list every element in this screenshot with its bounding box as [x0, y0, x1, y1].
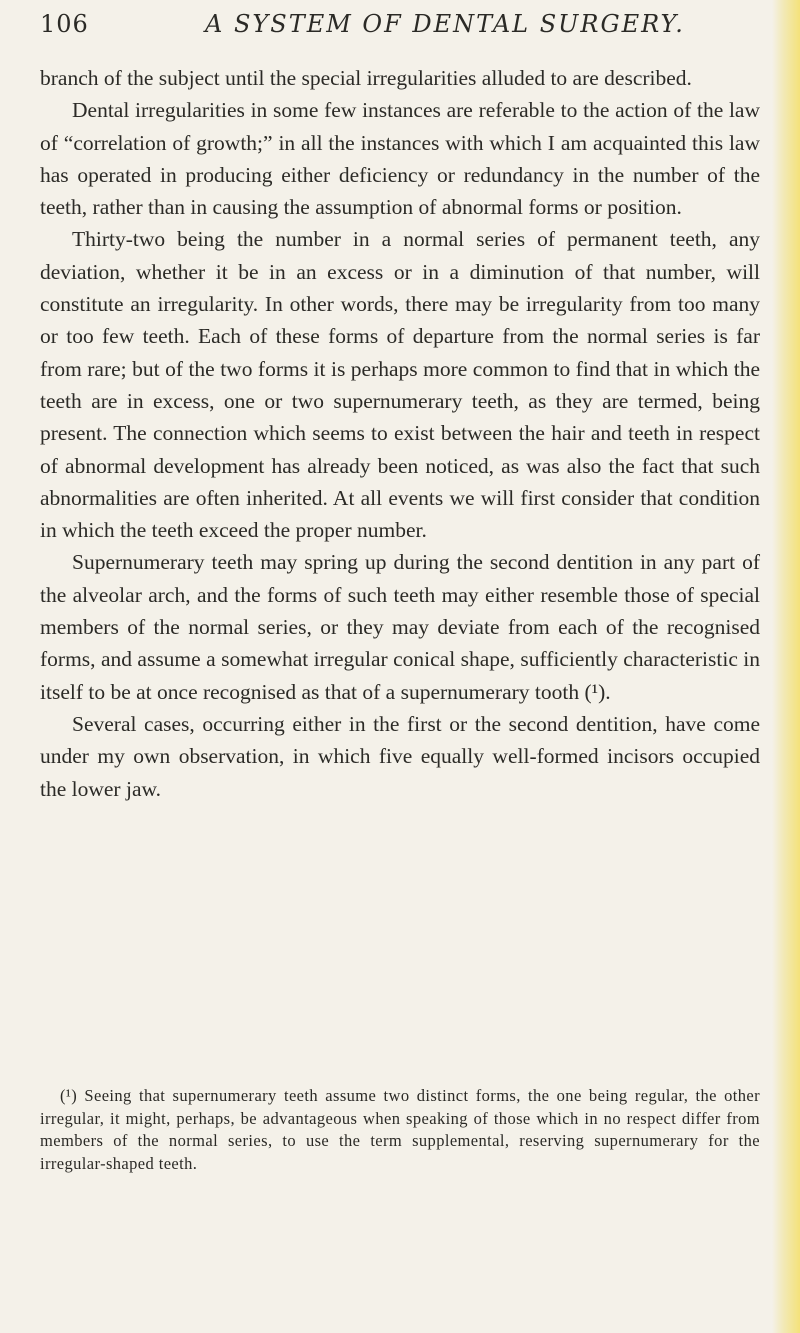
paragraph: Dental irregularities in some few instances are referable to the action of the law of “correlation of growth;” in all the instances with which I am acquainted this law has operated in producing either deficiency or redundancy in the number of the teeth, rather than in causing the assumption of abnormal forms or position. — [40, 98, 760, 220]
page-header — [40, 8, 760, 48]
body-text — [40, 62, 760, 805]
page-edge — [772, 0, 800, 1333]
paragraph: Supernumerary teeth may spring up during the second dentition in any part of the alveolar arch, and the forms of such teeth may either resemble those of special members of the normal series, or they may deviate from each of the recognised forms, and assume a somewhat irregular conical shape, sufficiently characteristic in itself to be at once recognised as that of a supernumerary tooth (¹). — [40, 550, 760, 704]
page-number: 106 — [40, 10, 89, 38]
paragraph: Thirty-two being the number in a normal series of permanent teeth, any deviation, whether it be in an excess or in a diminution of that number, will constitute an irregularity. In other words, there may be irregularity from too many or too few teeth. Each of these forms of departure from the normal series is far from rare; but of the two forms it is perhaps more common to find that in which the teeth are in excess, one or two supernumerary teeth, as they are termed, being present. The connection which seems to exist between the hair and teeth in respect of abnormal development has already been noticed, as was also the fact that such abnormalities are often inherited. At all events we will first consider that condition in which the teeth exceed the proper number. — [40, 227, 760, 543]
running-head: A SYSTEM OF DENTAL SURGERY. — [205, 10, 685, 38]
footnote: (¹) Seeing that supernumerary teeth assume two distinct forms, the one being regular, the other irregular, it might, perhaps, be advantageous when speaking of those which in no respect differ from members of the normal series, to use the term supplemental, reserving supernumerary for the irregular-shaped teeth. — [40, 1086, 760, 1173]
paragraph: Several cases, occurring either in the first or the second dentition, have come under my own observation, in which five equally well-formed incisors occupied the lower jaw. — [40, 711, 760, 801]
paragraph: branch of the subject until the special irregularities alluded to are described. — [40, 66, 692, 90]
